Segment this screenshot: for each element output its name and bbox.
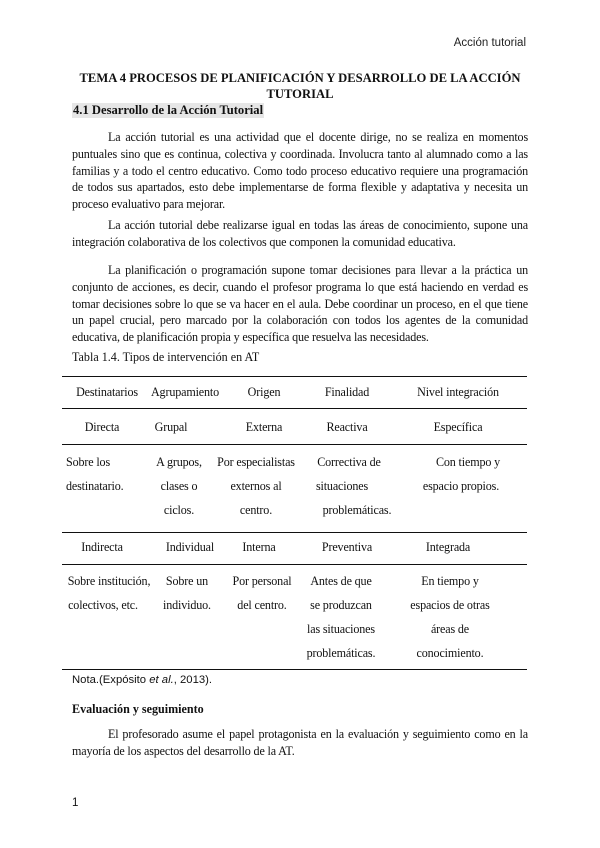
table-rule [62,564,527,565]
table-cell: Por especialistas externos al centro. [217,455,295,517]
table-rule-bottom [62,669,527,670]
page-title: TEMA 4 PROCESOS DE PLANIFICACIÓN Y DESARROLLO DE LA ACCIÓN TUTORIAL [79,71,521,101]
table-rule [62,408,527,409]
table-header-cell: Agrupamiento [150,385,220,399]
table-cell: Reactiva [326,420,368,434]
table-cell: Específica [433,420,483,434]
table-rule-top [62,376,527,377]
table-cell: Antes de que se produzcan las situaciones problemáticas. [306,574,376,660]
table-cell: Preventiva [321,540,373,554]
table-cell: Correctiva de situaciones problemáticas. [315,455,392,517]
paragraph-3: La planificación o programación supone tomar decisiones para llevar a la práctica un conjunto de acciones, es decir, cuando el profesor programa lo que está haciendo en verdad es tomar decisiones sobre lo que se va hacer en el aula. Debe coordinar un proceso, en el que tiene un papel crucial, pero marcado por la colaboración con todos los agentes de la comunidad educativa, de planificación propia y específica que resuelva las necesidades. [72,263,528,345]
paragraph-1: La acción tutorial es una actividad que el docente dirige, no se realiza en momentos puntuales sino que es continua, colectiva y coordinada. Involucra tanto al alumnado como a las familias y a todo el centro educativo. Como todo proceso educativo requiere una programación de todos sus apartados, esto debe implementarse de forma flexible y adaptativa y necesita un proceso evaluativo para mejorar. [72,130,528,212]
table-note: Nota.(Expósito et al., 2013). [72,674,213,686]
table-cell: Interna [242,540,276,554]
table-cell: Sobre los destinatario. [66,455,124,493]
table-cell: Integrada [425,540,471,554]
paragraph-4: El profesorado asume el papel protagonista en la evaluación y seguimiento como en la mayoría de los aspectos del desarrollo de la AT. [72,727,528,758]
table-header-cell: Origen [247,385,281,399]
table-cell: Por personal del centro. [232,574,292,612]
table-cell: En tiempo y espacios de otras áreas de conocimiento. [410,574,490,660]
table-cell: Sobre institución, colectivos, etc. [67,574,151,612]
table-cell: Sobre un individuo. [163,574,211,612]
table-header-cell: Finalidad [324,385,370,399]
running-header: Acción tutorial [453,37,526,49]
table-header-cell: Destinatarios [76,385,138,399]
table-rule [62,532,527,533]
section-heading: 4.1 Desarrollo de la Acción Tutorial [73,103,264,117]
table-header-cell: Nivel integración [417,385,499,399]
table-cell: Con tiempo y espacio propios. [422,455,501,493]
table-rule [62,444,527,445]
table-cell: Externa [245,420,283,434]
subheading-evaluacion: Evaluación y seguimiento [72,702,204,716]
table-cell: A grupos, clases o ciclos. [156,455,202,517]
table-caption: Tabla 1.4. Tipos de intervención en AT [72,350,260,364]
page-number: 1 [72,797,79,809]
table-cell: Grupal [154,420,188,434]
table-cell: Individual [165,540,215,554]
table-cell: Directa [84,420,120,434]
paragraph-2: La acción tutorial debe realizarse igual en todas las áreas de conocimiento, supone una integración colaborativa de los colectivos que componen la comunidad educativa. [72,218,528,249]
table-cell: Indirecta [81,540,123,554]
